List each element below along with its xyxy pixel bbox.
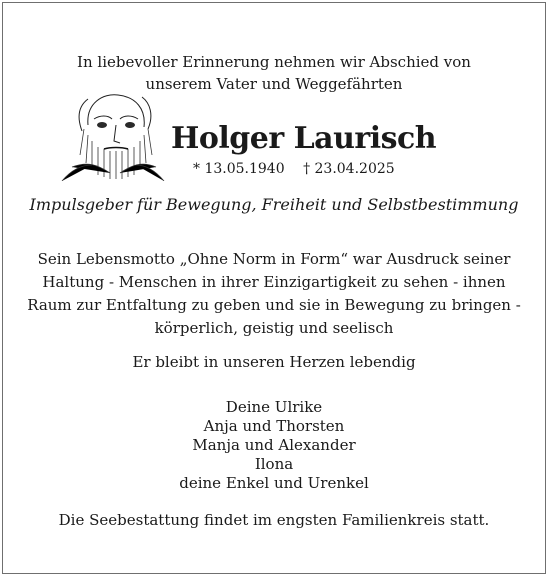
motto-line: Haltung - Menschen in ihrer Einzigartigkeit zu sehen - ihnen [42, 273, 506, 291]
family-list [3, 398, 545, 493]
family-member: Manja und Alexander [192, 436, 356, 454]
intro-line: unserem Vater und Weggefährten [145, 75, 403, 93]
obituary-card [2, 2, 546, 574]
motto-line: Sein Lebensmotto „Ohne Norm in Form“ war Ausdruck seiner [37, 250, 511, 268]
tagline: Impulsgeber für Bewegung, Freiheit und Selbstbestimmung [29, 195, 519, 214]
motto-paragraph [3, 248, 545, 340]
birth-date: * 13.05.1940 [193, 161, 285, 177]
deceased-name: Holger Laurisch [171, 121, 437, 156]
remembrance-line: Er bleibt in unseren Herzen lebendig [132, 353, 416, 371]
family-member: Ilona [254, 455, 294, 473]
burial-notice: Die Seebestattung findet im engsten Familienkreis statt. [58, 511, 490, 529]
death-date: † 23.04.2025 [303, 161, 395, 177]
family-member: Anja und Thorsten [203, 417, 345, 435]
life-dates [193, 161, 409, 177]
motto-line: körperlich, geistig und seelisch [154, 319, 394, 337]
family-member: Deine Ulrike [225, 398, 323, 416]
portrait-sketch-icon [58, 85, 168, 181]
family-member: deine Enkel und Urenkel [179, 474, 369, 492]
motto-line: Raum zur Entfaltung zu geben und sie in Bewegung zu bringen - [27, 296, 521, 314]
intro-line: In liebevoller Erinnerung nehmen wir Abschied von [77, 53, 471, 71]
